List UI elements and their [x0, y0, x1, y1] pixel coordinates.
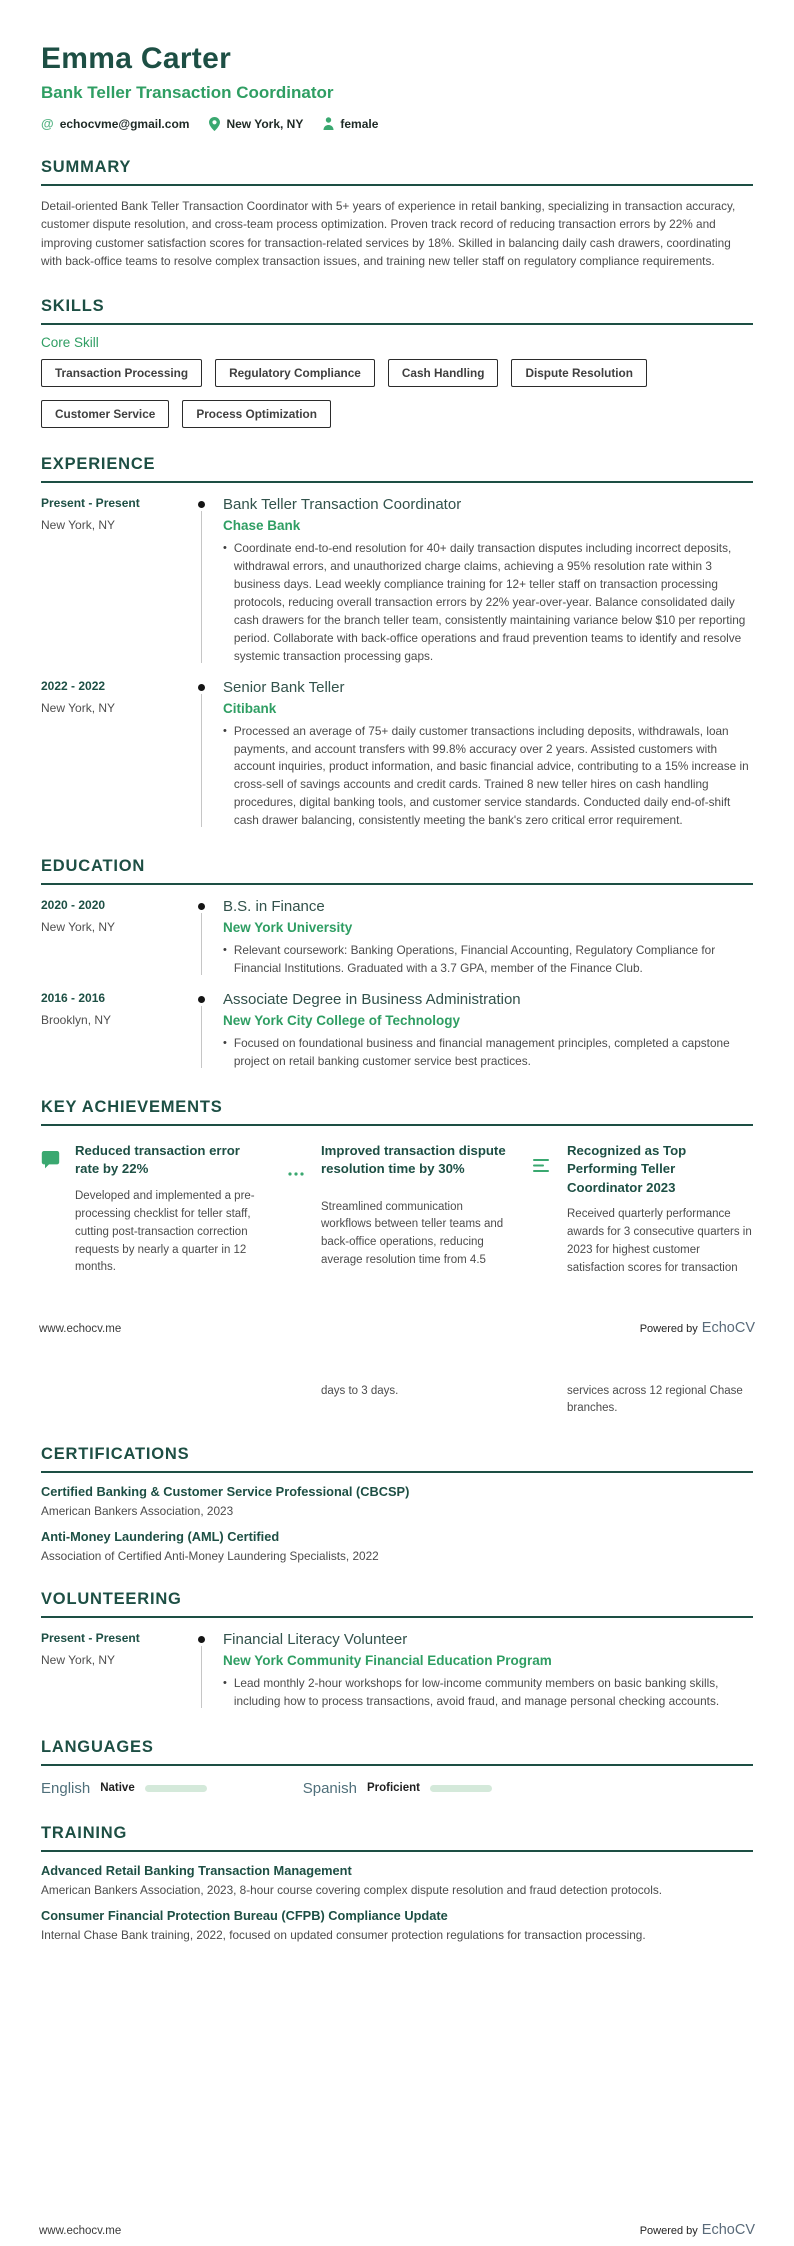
education-entry — [41, 898, 753, 978]
volunteer-role: Financial Literacy Volunteer — [223, 1631, 408, 1649]
skill-chip: Regulatory Compliance — [215, 359, 375, 387]
entry-dates: Present - Present — [41, 1631, 140, 1646]
entry-dates: 2022 - 2022 — [41, 678, 106, 693]
timeline-dot-icon — [198, 684, 205, 691]
entry-bullet: • Coordinate end-to-end resolution for 40+ daily transaction disputes including incorrect deposits, withdrawal errors, and unauthorized charge claims, achieving a 95% resolution rate within 3 business days. Lead weekly compliance training for 12+ teller staff on transaction processing protocols, reducing overall transaction errors by 22% year-over-year. Balance consolidated daily cash drawers for the branch teller team, consistently maintaining variance below $10 per reporting period. Collaborate with back-office operations and fraud prevention teams to identify and resolve systemic transaction processing gaps. — [223, 540, 753, 665]
entry-location: New York, NY — [41, 518, 116, 533]
achievement-text: Received quarterly performance awards for 3 consecutive quarters in 2023 for highest customer satisfaction scores for transaction — [567, 1208, 752, 1274]
achievements-grid — [41, 1142, 753, 1278]
ellipsis-icon — [287, 1142, 317, 1190]
school-name: New York City College of Technology — [223, 1012, 461, 1028]
degree-title: B.S. in Finance — [223, 898, 325, 916]
entry-title: Bank Teller Transaction Coordinator — [223, 496, 462, 514]
section-skills — [41, 297, 753, 428]
achievement-title: Reduced transaction error rate by 22% — [75, 1142, 240, 1177]
summary-text: Detail-oriented Bank Teller Transaction Coordinator with 5+ years of experience in retail banking, specializing in transaction accuracy, customer dispute resolution, and cross-team process optimization. Proven track record of reducing transaction errors by 22% and improving customer satisfaction scores for transaction-related services by 18%. Skilled in balancing daily cash drawers, coordinating with back-office teams to resolve complex transaction issues, and training new teller staff on regulatory compliance requirements. — [41, 199, 736, 268]
echocv-brand-link[interactable]: EchoCV — [701, 1319, 755, 1336]
candidate-name: Emma Carter — [41, 42, 232, 75]
entry-body — [211, 991, 753, 1071]
language-name: Spanish — [302, 1779, 357, 1797]
entry-body — [211, 496, 753, 665]
timeline-dot-icon — [198, 903, 205, 910]
achievement-title: Recognized as Top Performing Teller Coordinator 2023 — [567, 1142, 687, 1195]
contact-row — [41, 116, 753, 131]
echocv-brand-link[interactable]: EchoCV — [701, 2222, 755, 2238]
timeline — [191, 679, 211, 831]
certification-title: Certified Banking & Customer Service Professional (CBCSP) — [41, 1484, 410, 1500]
gender-text: female — [340, 116, 379, 131]
entry-meta — [41, 496, 191, 665]
entry-location: Brooklyn, NY — [41, 1012, 112, 1027]
achievement-item — [533, 1142, 753, 1278]
language-item — [303, 1780, 492, 1797]
achievement-item — [41, 1142, 261, 1278]
speech-bubble-icon — [41, 1142, 71, 1179]
timeline — [191, 991, 211, 1071]
skill-chip: Cash Handling — [388, 359, 499, 387]
footer-powered — [640, 2222, 755, 2238]
entry-title: Senior Bank Teller — [223, 678, 345, 696]
powered-by-text: Powered by — [639, 2225, 698, 2237]
page-footer — [0, 2222, 794, 2238]
timeline — [191, 496, 211, 665]
skill-chip: Process Optimization — [182, 400, 331, 428]
resume-header — [41, 42, 753, 131]
section-languages — [41, 1738, 753, 1797]
training-heading: TRAINING — [41, 1824, 753, 1852]
timeline-line — [201, 1006, 202, 1068]
contact-location — [209, 117, 303, 131]
degree-title: Associate Degree in Business Administration — [223, 990, 521, 1008]
skill-chip: Transaction Processing — [41, 359, 202, 387]
section-education — [41, 857, 753, 1071]
languages-heading: LANGUAGES — [41, 1738, 753, 1766]
entry-body — [211, 679, 753, 831]
achievement-text: Streamlined communication workflows between teller teams and back-office operations, reducing average resolution time from 4.5 — [321, 1200, 504, 1266]
section-volunteering — [41, 1590, 753, 1711]
footer-site-link[interactable]: www.echocv.me — [39, 2225, 122, 2237]
entry-body — [211, 898, 753, 978]
achievement-text: Developed and implemented a pre-processing checklist for teller staff, cutting post-transaction correction requests by nearly a quarter in 12 months. — [75, 1190, 255, 1274]
training-desc: Internal Chase Bank training, 2022, focused on updated consumer protection regulations for transaction processing. — [41, 1927, 646, 1942]
experience-entry — [41, 496, 753, 665]
achievement-item — [287, 1142, 507, 1278]
achievements-heading: KEY ACHIEVEMENTS — [41, 1098, 753, 1126]
achievement-continuation — [41, 1383, 261, 1419]
section-experience — [41, 455, 753, 830]
training-item — [41, 1908, 753, 1942]
page-footer — [0, 1320, 794, 1336]
experience-heading: EXPERIENCE — [41, 455, 753, 483]
volunteering-entry — [41, 1631, 753, 1711]
entry-bullet: • Processed an average of 75+ daily customer transactions including deposits, withdrawals, loan payments, and account transfers with 99.8% accuracy over 2 years. Assisted customers with account inquiries, product information, and basic financial advice, contributing to a 15% increase in cross-sell of savings accounts and credit cards. Trained 8 new teller hires on cash handling procedures, digital banking tools, and customer service standards. Conducted daily end-of-shift cash drawer balancing, consistently meeting the bank's zero critical error requirement. — [223, 723, 753, 831]
timeline — [191, 898, 211, 978]
entry-bullet: • Lead monthly 2-hour workshops for low-income community members on basic banking skills, including how to process transactions, avoid fraud, and manage personal checking accounts. — [223, 1675, 753, 1711]
skills-heading: SKILLS — [41, 297, 753, 325]
email-text: echocvme@gmail.com — [59, 116, 190, 131]
entry-meta — [41, 898, 191, 978]
certification-title: Anti-Money Laundering (AML) Certified — [41, 1529, 280, 1545]
training-title: Consumer Financial Protection Bureau (CFPB) Compliance Update — [41, 1907, 448, 1923]
school-name: New York University — [223, 920, 353, 936]
entry-location: New York, NY — [41, 1653, 116, 1668]
section-achievements — [41, 1098, 753, 1278]
achievement-continuation: days to 3 days. — [321, 1384, 399, 1397]
section-summary — [41, 158, 753, 270]
skill-chip: Customer Service — [41, 400, 169, 428]
location-pin-icon — [209, 117, 220, 131]
entry-bullet: • Focused on foundational business and financial management principles, completed a capstone project on retail banking customer service best practices. — [223, 1035, 753, 1071]
entry-meta — [41, 679, 191, 831]
language-bar — [145, 1785, 207, 1792]
timeline — [191, 1631, 211, 1711]
lines-icon — [533, 1142, 563, 1197]
entry-location: New York, NY — [41, 700, 116, 715]
achievement-title: Improved transaction dispute resolution time by 30% — [321, 1142, 506, 1177]
timeline-dot-icon — [198, 1636, 205, 1643]
timeline-line — [201, 913, 202, 975]
training-item — [41, 1863, 753, 1897]
location-text: New York, NY — [226, 116, 304, 131]
entry-bullet: • Relevant coursework: Banking Operations, Financial Accounting, Regulatory Compliance for Financial Institutions. Graduated with a 3.7 GPA, member of the Finance Club. — [223, 942, 753, 978]
language-bar — [430, 1785, 492, 1792]
email-icon: @ — [41, 116, 54, 131]
education-entry — [41, 991, 753, 1071]
certifications-heading: CERTIFICATIONS — [41, 1445, 753, 1473]
timeline-dot-icon — [198, 996, 205, 1003]
footer-powered — [640, 1320, 755, 1336]
contact-gender — [323, 117, 378, 131]
footer-site-link[interactable]: www.echocv.me — [39, 1322, 122, 1335]
entry-dates: Present - Present — [41, 496, 140, 511]
person-icon — [323, 117, 334, 130]
entry-meta — [41, 1631, 191, 1711]
volunteering-heading: VOLUNTEERING — [41, 1590, 753, 1618]
section-certifications — [41, 1445, 753, 1563]
section-training — [41, 1824, 753, 1942]
entry-dates: 2016 - 2016 — [41, 990, 106, 1005]
achievements-continuation — [41, 1383, 753, 1419]
education-heading: EDUCATION — [41, 857, 753, 885]
entry-location: New York, NY — [41, 920, 116, 935]
skill-chip-list — [41, 359, 753, 428]
entry-dates: 2020 - 2020 — [41, 898, 106, 913]
certification-org: American Bankers Association, 2023 — [41, 1504, 234, 1519]
summary-heading: SUMMARY — [41, 158, 753, 186]
timeline-line — [201, 511, 202, 662]
achievement-continuation: services across 12 regional Chase branches. — [567, 1384, 743, 1415]
certification-item — [41, 1484, 753, 1518]
certification-org: Association of Certified Anti-Money Laundering Specialists, 2022 — [41, 1549, 379, 1564]
entry-company: Chase Bank — [223, 518, 301, 534]
contact-email[interactable] — [41, 116, 189, 131]
volunteer-org: New York Community Financial Education Program — [223, 1653, 552, 1669]
language-level: Proficient — [366, 1782, 420, 1795]
skill-group-label: Core Skill — [41, 335, 99, 351]
entry-company: Citibank — [223, 700, 277, 716]
language-list — [41, 1780, 753, 1797]
language-level: Native — [100, 1782, 135, 1795]
skill-chip: Dispute Resolution — [511, 359, 647, 387]
training-desc: American Bankers Association, 2023, 8-hour course covering complex dispute resolution and fraud detection protocols. — [41, 1882, 662, 1897]
language-item — [41, 1780, 207, 1797]
language-name: English — [41, 1779, 91, 1797]
training-title: Advanced Retail Banking Transaction Management — [41, 1862, 352, 1878]
certification-item — [41, 1529, 753, 1563]
powered-by-text: Powered by — [639, 1322, 698, 1335]
experience-entry — [41, 679, 753, 831]
entry-meta — [41, 991, 191, 1071]
timeline-line — [201, 1646, 202, 1708]
timeline-dot-icon — [198, 501, 205, 508]
candidate-title: Bank Teller Transaction Coordinator — [41, 83, 334, 102]
entry-body — [211, 1631, 753, 1711]
timeline-line — [201, 694, 202, 828]
